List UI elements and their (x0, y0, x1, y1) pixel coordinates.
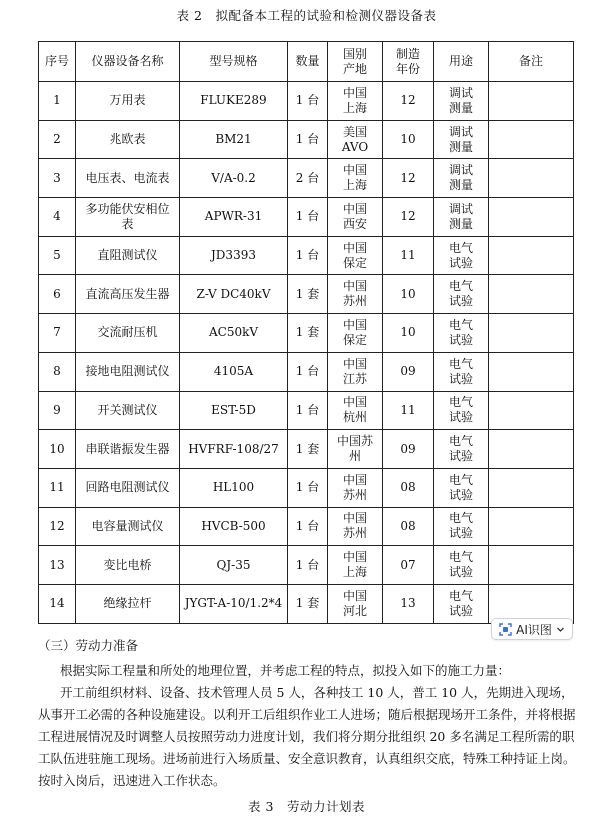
table-row (39, 352, 574, 391)
cell-qty: 1 台 (288, 198, 328, 237)
cell-year: 10 (383, 120, 434, 159)
cell-qty: 1 台 (288, 391, 328, 430)
cell-year: 10 (383, 314, 434, 353)
table-row (39, 507, 574, 546)
cell-origin-line2: 保定 (342, 332, 367, 347)
cell-use (434, 198, 489, 237)
cell-qty: 1 台 (288, 468, 328, 507)
cell-use-line2: 试验 (448, 371, 473, 386)
cell-origin-line1: 中国 (342, 201, 367, 216)
cell-year: 08 (383, 507, 434, 546)
cell-use (434, 236, 489, 275)
header-model: 型号规格 (180, 42, 288, 82)
cell-remark (489, 507, 574, 546)
cell-use-line1: 调试 (448, 163, 473, 178)
cell-name: 回路电阻测试仪 (76, 468, 180, 507)
cell-origin-line1: 中国 (342, 472, 367, 487)
header-origin (328, 42, 383, 82)
cell-use (434, 546, 489, 585)
ai-recognize-button[interactable] (491, 618, 573, 640)
cell-year: 07 (383, 546, 434, 585)
cell-origin-line1: 中国 (342, 356, 367, 371)
cell-origin-line2: 苏州 (342, 487, 367, 502)
header-year (383, 42, 434, 82)
cell-origin (328, 159, 383, 198)
table-row (39, 198, 574, 237)
cell-model: HVFRF-108/27 (180, 430, 288, 469)
cell-name: 直流高压发生器 (76, 275, 180, 314)
header-remark: 备注 (489, 42, 574, 82)
cell-origin-line2: 苏州 (342, 294, 367, 309)
cell-use (434, 430, 489, 469)
cell-use-line2: 试验 (448, 603, 473, 618)
cell-use (434, 159, 489, 198)
chevron-down-icon (556, 625, 565, 634)
cell-name-line1: 多功能伏安相位 (85, 201, 170, 216)
cell-name: 绝缘拉杆 (76, 584, 180, 623)
cell-origin-line1: 中国苏 (336, 434, 373, 449)
cell-year: 11 (383, 236, 434, 275)
cell-name: 串联谐振发生器 (76, 430, 180, 469)
header-year-line1: 制造 (395, 46, 420, 61)
cell-no: 5 (39, 236, 76, 275)
cell-qty: 1 套 (288, 584, 328, 623)
cell-remark (489, 275, 574, 314)
cell-no: 12 (39, 507, 76, 546)
cell-use-line2: 测量 (448, 139, 473, 154)
ai-recognize-label: AI识图 (516, 622, 552, 637)
header-qty: 数量 (288, 42, 328, 82)
cell-qty: 1 套 (288, 430, 328, 469)
cell-model: V/A-0.2 (180, 159, 288, 198)
header-name: 仪器设备名称 (76, 42, 180, 82)
cell-origin-line1: 中国 (342, 279, 367, 294)
cell-model: AC50kV (180, 314, 288, 353)
cell-name: 变比电桥 (76, 546, 180, 585)
cell-name: 接地电阻测试仪 (76, 352, 180, 391)
cell-origin-line1: 中国 (342, 550, 367, 565)
cell-qty: 1 套 (288, 275, 328, 314)
cell-origin-line2: 州 (348, 449, 361, 464)
cell-use-line2: 试验 (448, 294, 473, 309)
cell-origin-line2: 上海 (342, 178, 367, 193)
cell-origin-line2: 保定 (342, 255, 367, 270)
cell-year: 12 (383, 159, 434, 198)
table-title: 表 2 拟配备本工程的试验和检测仪器设备表 (176, 8, 437, 23)
cell-year: 13 (383, 584, 434, 623)
cell-remark (489, 82, 574, 121)
cell-origin (328, 236, 383, 275)
cell-model: EST-5D (180, 391, 288, 430)
cell-use-line2: 试验 (448, 410, 473, 425)
cell-origin-line2: 江苏 (342, 371, 367, 386)
cell-use-line1: 电气 (448, 588, 473, 603)
cell-model: APWR-31 (180, 198, 288, 237)
cell-use-line1: 电气 (448, 550, 473, 565)
cell-no: 11 (39, 468, 76, 507)
cell-model: HL100 (180, 468, 288, 507)
cell-qty: 1 台 (288, 236, 328, 275)
cell-use-line2: 测量 (448, 216, 473, 231)
cell-no: 13 (39, 546, 76, 585)
cell-year: 08 (383, 468, 434, 507)
cell-use-line1: 电气 (448, 356, 473, 371)
cell-use (434, 314, 489, 353)
cell-remark (489, 468, 574, 507)
cell-origin-line1: 美国 (342, 124, 367, 139)
cell-use-line1: 电气 (448, 240, 473, 255)
cell-use-line1: 电气 (448, 317, 473, 332)
cell-origin (328, 391, 383, 430)
cell-use-line1: 调试 (448, 85, 473, 100)
cell-remark (489, 314, 574, 353)
cell-no: 6 (39, 275, 76, 314)
header-no: 序号 (39, 42, 76, 82)
table-row (39, 275, 574, 314)
cell-use-line1: 电气 (448, 434, 473, 449)
cell-model: Z-V DC40kV (180, 275, 288, 314)
cell-name: 直阻测试仪 (76, 236, 180, 275)
paragraph-body: 开工前组织材料、设备、技术管理人员 5 人，各种技工 10 人，普工 10 人，先期进入现场，从事开工必需的各种设施建设。以利开工后组织作业工人进场；随后根据现场开工条件，并将根据工程进展情况及时调整人员按照劳动力进度计划，我们将分期分批组织 20 多名满足工程所需的职工队伍进驻施工现场。进场前进行入场质量、安全意识教育，认真组织交底，特殊工种持证上岗。按时入岗后，迅速进入工作状态。 (38, 685, 576, 788)
cell-no: 3 (39, 159, 76, 198)
cell-name (76, 198, 180, 237)
cell-name: 开关测试仪 (76, 391, 180, 430)
cell-use (434, 275, 489, 314)
cell-use-line2: 试验 (448, 449, 473, 464)
cell-model: FLUKE289 (180, 82, 288, 121)
cell-remark (489, 236, 574, 275)
cell-year: 09 (383, 430, 434, 469)
scan-icon (499, 623, 512, 636)
cell-origin-line2: 杭州 (342, 410, 367, 425)
cell-origin-line1: 中国 (342, 163, 367, 178)
paragraph-intro: 根据实际工程量和所处的地理位置，并考虑工程的特点，拟投入如下的施工力量： (60, 663, 511, 678)
cell-model: HVCB-500 (180, 507, 288, 546)
cell-remark (489, 120, 574, 159)
table-row (39, 159, 574, 198)
cell-use-line1: 电气 (448, 472, 473, 487)
cell-use (434, 82, 489, 121)
cell-no: 10 (39, 430, 76, 469)
cell-use (434, 468, 489, 507)
cell-year: 12 (383, 82, 434, 121)
cell-qty: 1 台 (288, 82, 328, 121)
cell-year: 10 (383, 275, 434, 314)
table-body (39, 82, 574, 624)
cell-origin (328, 546, 383, 585)
cell-name: 交流耐压机 (76, 314, 180, 353)
header-year-line2: 年份 (395, 61, 420, 76)
cell-origin-line2: AVO (341, 139, 369, 154)
table-row (39, 82, 574, 121)
cell-name: 电容量测试仪 (76, 507, 180, 546)
cell-name: 电压表、电流表 (76, 159, 180, 198)
cell-origin (328, 82, 383, 121)
cell-no: 4 (39, 198, 76, 237)
table-header-row (39, 42, 574, 82)
cell-origin (328, 352, 383, 391)
cell-remark (489, 159, 574, 198)
table-row (39, 468, 574, 507)
cell-origin-line2: 河北 (342, 603, 367, 618)
cell-origin (328, 314, 383, 353)
cell-use-line2: 试验 (448, 526, 473, 541)
cell-use (434, 391, 489, 430)
cell-remark (489, 352, 574, 391)
cell-model: 4105A (180, 352, 288, 391)
cell-use (434, 120, 489, 159)
cell-use-line1: 调试 (448, 201, 473, 216)
table3-title: 表 3 劳动力计划表 (248, 799, 365, 814)
cell-model: JD3393 (180, 236, 288, 275)
section-heading: （三）劳动力准备 (38, 638, 139, 653)
cell-model: QJ-35 (180, 546, 288, 585)
cell-qty: 1 台 (288, 352, 328, 391)
cell-remark (489, 546, 574, 585)
cell-origin-line2: 上海 (342, 100, 367, 115)
cell-year: 12 (383, 198, 434, 237)
header-origin-line1: 国别 (342, 46, 367, 61)
cell-no: 8 (39, 352, 76, 391)
cell-origin (328, 468, 383, 507)
cell-name-line2: 表 (121, 216, 134, 231)
cell-origin (328, 430, 383, 469)
table-row (39, 314, 574, 353)
cell-qty: 1 套 (288, 314, 328, 353)
cell-origin (328, 198, 383, 237)
cell-no: 7 (39, 314, 76, 353)
table-row (39, 584, 574, 623)
cell-use-line2: 测量 (448, 178, 473, 193)
equipment-table (38, 41, 574, 624)
cell-qty: 1 台 (288, 546, 328, 585)
cell-origin-line1: 中国 (342, 511, 367, 526)
cell-use-line2: 试验 (448, 255, 473, 270)
cell-remark (489, 198, 574, 237)
table-row (39, 391, 574, 430)
cell-use-line1: 电气 (448, 279, 473, 294)
cell-origin-line1: 中国 (342, 317, 367, 332)
cell-origin (328, 120, 383, 159)
table-row (39, 120, 574, 159)
cell-remark (489, 430, 574, 469)
cell-use (434, 352, 489, 391)
cell-use-line1: 电气 (448, 511, 473, 526)
cell-origin-line1: 中国 (342, 85, 367, 100)
cell-no: 1 (39, 82, 76, 121)
cell-origin-line2: 西安 (342, 216, 367, 231)
cell-model: JYGT-A-10/1.2*4 (180, 584, 288, 623)
header-origin-line2: 产地 (342, 61, 367, 76)
cell-origin (328, 584, 383, 623)
cell-origin (328, 275, 383, 314)
cell-year: 09 (383, 352, 434, 391)
cell-no: 2 (39, 120, 76, 159)
cell-use-line2: 试验 (448, 565, 473, 580)
cell-qty: 2 台 (288, 159, 328, 198)
cell-remark (489, 391, 574, 430)
table-row (39, 236, 574, 275)
cell-origin-line2: 上海 (342, 565, 367, 580)
cell-no: 9 (39, 391, 76, 430)
cell-year: 11 (383, 391, 434, 430)
cell-name: 兆欧表 (76, 120, 180, 159)
cell-qty: 1 台 (288, 120, 328, 159)
cell-use-line1: 电气 (448, 395, 473, 410)
cell-origin-line1: 中国 (342, 240, 367, 255)
cell-use-line2: 试验 (448, 487, 473, 502)
table-row (39, 430, 574, 469)
cell-use-line1: 调试 (448, 124, 473, 139)
cell-origin-line1: 中国 (342, 395, 367, 410)
cell-qty: 1 台 (288, 507, 328, 546)
table-row (39, 546, 574, 585)
cell-origin-line1: 中国 (342, 588, 367, 603)
cell-use-line2: 试验 (448, 332, 473, 347)
header-use: 用途 (434, 42, 489, 82)
cell-use (434, 584, 489, 623)
cell-no: 14 (39, 584, 76, 623)
cell-origin (328, 507, 383, 546)
cell-use-line2: 测量 (448, 100, 473, 115)
cell-name: 万用表 (76, 82, 180, 121)
cell-use (434, 507, 489, 546)
cell-model: BM21 (180, 120, 288, 159)
cell-origin-line2: 苏州 (342, 526, 367, 541)
